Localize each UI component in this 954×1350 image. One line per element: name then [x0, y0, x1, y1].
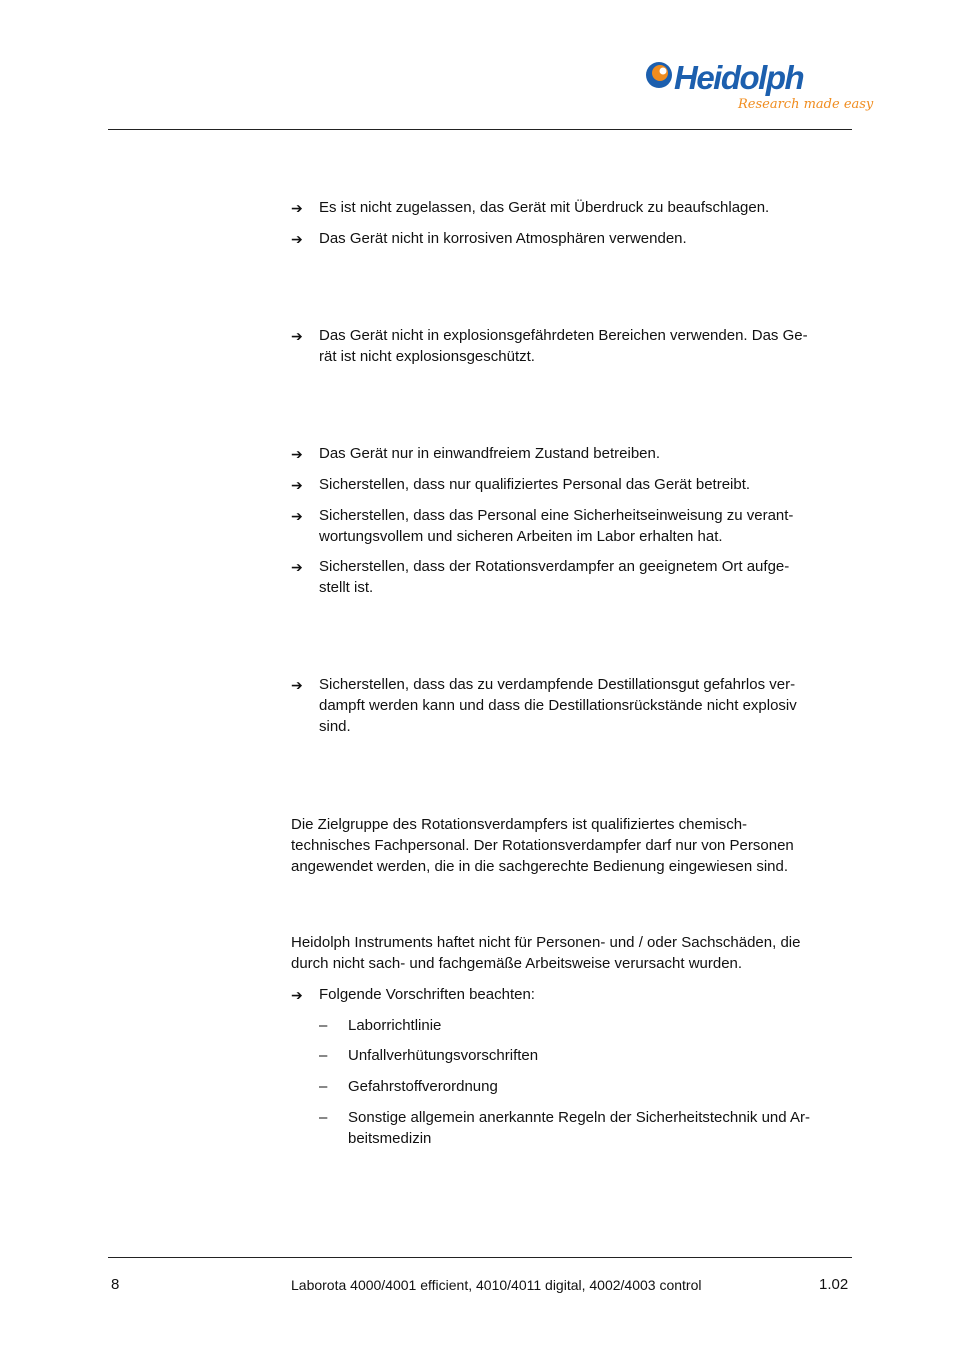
- dash-bullet: –: [319, 1017, 328, 1034]
- footer-version: 1.02: [819, 1276, 849, 1293]
- dash-bullet: –: [319, 1047, 328, 1064]
- list-item-text: Das Gerät nur in einwandfreiem Zustand betreiben.: [319, 445, 661, 462]
- paragraph-line: technisches Fachpersonal. Der Rotationsverdampfer darf nur von Personen: [291, 837, 794, 854]
- heidolph-logo: [644, 52, 874, 114]
- arrow-icon: ➔: [291, 231, 303, 247]
- list-item-text: Sicherstellen, dass das zu verdampfende Destillationsgut gefahrlos ver-: [319, 676, 796, 693]
- logo-tagline: Research made easy: [738, 97, 874, 112]
- list-item-text: dampft werden kann und dass die Destillationsrückstände nicht explosiv: [319, 697, 797, 714]
- list-item-text: Das Gerät nicht in korrosiven Atmosphären verwenden.: [319, 230, 687, 247]
- sublist-item-text: Unfallverhütungsvorschriften: [348, 1047, 539, 1064]
- list-item-text: Sicherstellen, dass nur qualifiziertes Personal das Gerät betreibt.: [319, 476, 751, 493]
- arrow-icon: ➔: [291, 446, 303, 462]
- sublist-item-text: Gefahrstoffverordnung: [348, 1078, 498, 1095]
- paragraph-line: durch nicht sach- und fachgemäße Arbeitsweise verursacht wurden.: [291, 955, 743, 972]
- arrow-icon: ➔: [291, 508, 303, 524]
- header-rule: [108, 129, 852, 130]
- page-number: 8: [111, 1276, 120, 1293]
- sublist-item-text: beitsmedizin: [348, 1130, 432, 1147]
- sublist-item-text: Sonstige allgemein anerkannte Regeln der Sicherheitstechnik und Ar-: [348, 1109, 810, 1126]
- arrow-icon: ➔: [291, 328, 303, 344]
- list-item-text: Folgende Vorschriften beachten:: [319, 986, 535, 1003]
- arrow-icon: ➔: [291, 477, 303, 493]
- list-item-text: rät ist nicht explosionsgeschützt.: [319, 348, 535, 365]
- dash-bullet: –: [319, 1078, 328, 1095]
- sublist-item-text: Laborrichtlinie: [348, 1017, 442, 1034]
- arrow-icon: ➔: [291, 200, 303, 216]
- list-item-text: stellt ist.: [319, 579, 374, 596]
- list-item-text: Es ist nicht zugelassen, das Gerät mit Überdruck zu beaufschlagen.: [319, 199, 770, 216]
- footer-rule: [108, 1257, 852, 1258]
- paragraph-line: angewendet werden, die in die sachgerechte Bedienung eingewiesen sind.: [291, 858, 789, 875]
- list-item-text: Das Gerät nicht in explosionsgefährdeten Bereichen verwenden. Das Ge-: [319, 327, 808, 344]
- list-item-text: wortungsvollem und sicheren Arbeiten im Labor erhalten hat.: [319, 528, 723, 545]
- logo-brand: Heidolph: [674, 59, 804, 96]
- list-item-text: sind.: [319, 718, 351, 735]
- arrow-icon: ➔: [291, 559, 303, 575]
- arrow-icon: ➔: [291, 987, 303, 1003]
- paragraph-line: Die Zielgruppe des Rotationsverdampfers ist qualifiziertes chemisch-: [291, 816, 748, 833]
- paragraph-line: Heidolph Instruments haftet nicht für Personen- und / oder Sachschäden, die: [291, 934, 801, 951]
- list-item-text: Sicherstellen, dass das Personal eine Sicherheitseinweisung zu verant-: [319, 507, 794, 524]
- arrow-icon: ➔: [291, 677, 303, 693]
- dash-bullet: –: [319, 1109, 328, 1126]
- footer-product: Laborota 4000/4001 efficient, 4010/4011 digital, 4002/4003 control: [291, 1277, 702, 1293]
- list-item-text: Sicherstellen, dass der Rotationsverdampfer an geeignetem Ort aufge-: [319, 558, 790, 575]
